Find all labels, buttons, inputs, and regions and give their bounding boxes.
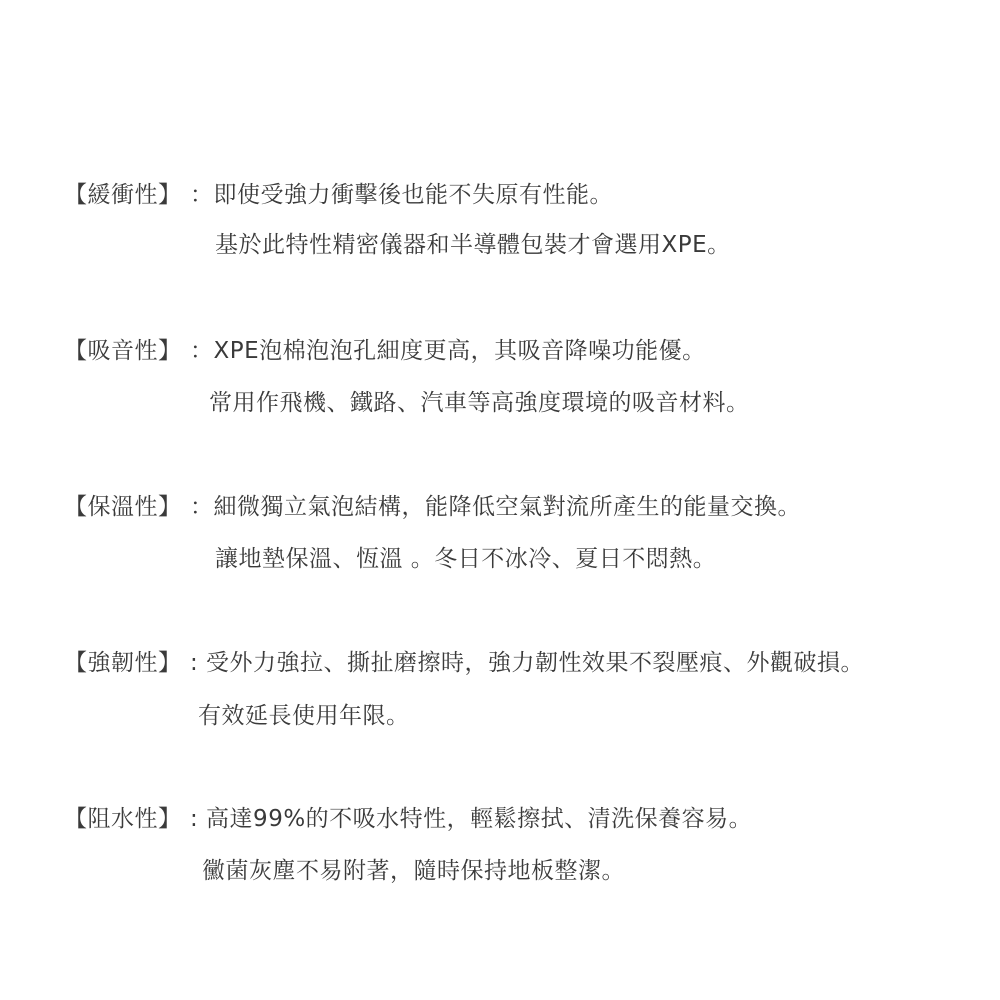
feature-line-2: 有效延長使用年限。 xyxy=(198,703,410,729)
feature-line-1: ：XPE泡棉泡泡孔細度更高，其吸音降噪功能優。 xyxy=(190,338,706,364)
feature-line-1: : 受外力強拉、撕扯磨擦時，強力韌性效果不裂壓痕、外觀破損。 xyxy=(190,650,865,676)
feature-line-1: ：即使受強力衝擊後也能不失原有性能。 xyxy=(190,182,613,208)
feature-label: 【緩衝性】 xyxy=(64,182,182,208)
feature-label: 【強韌性】 xyxy=(64,650,182,676)
feature-line-1: ：細微獨立氣泡結構，能降低空氣對流所產生的能量交換。 xyxy=(190,494,801,520)
feature-line-2: 基於此特性精密儀器和半導體包裝才會選用XPE。 xyxy=(215,232,731,258)
feature-label: 【阻水性】 xyxy=(64,806,182,832)
feature-label: 【吸音性】 xyxy=(64,338,182,364)
feature-line-2: 黴菌灰塵不易附著，隨時保持地板整潔。 xyxy=(202,858,625,884)
feature-line-2: 常用作飛機、鐵路、汽車等高強度環境的吸音材料。 xyxy=(209,390,750,416)
feature-line-2: 讓地墊保溫、恆溫 。冬日不冰冷、夏日不悶熱。 xyxy=(215,546,717,572)
feature-line-1: : 高達99%的不吸水特性，輕鬆擦拭、清洗保養容易。 xyxy=(190,806,753,832)
feature-label: 【保溫性】 xyxy=(64,494,182,520)
